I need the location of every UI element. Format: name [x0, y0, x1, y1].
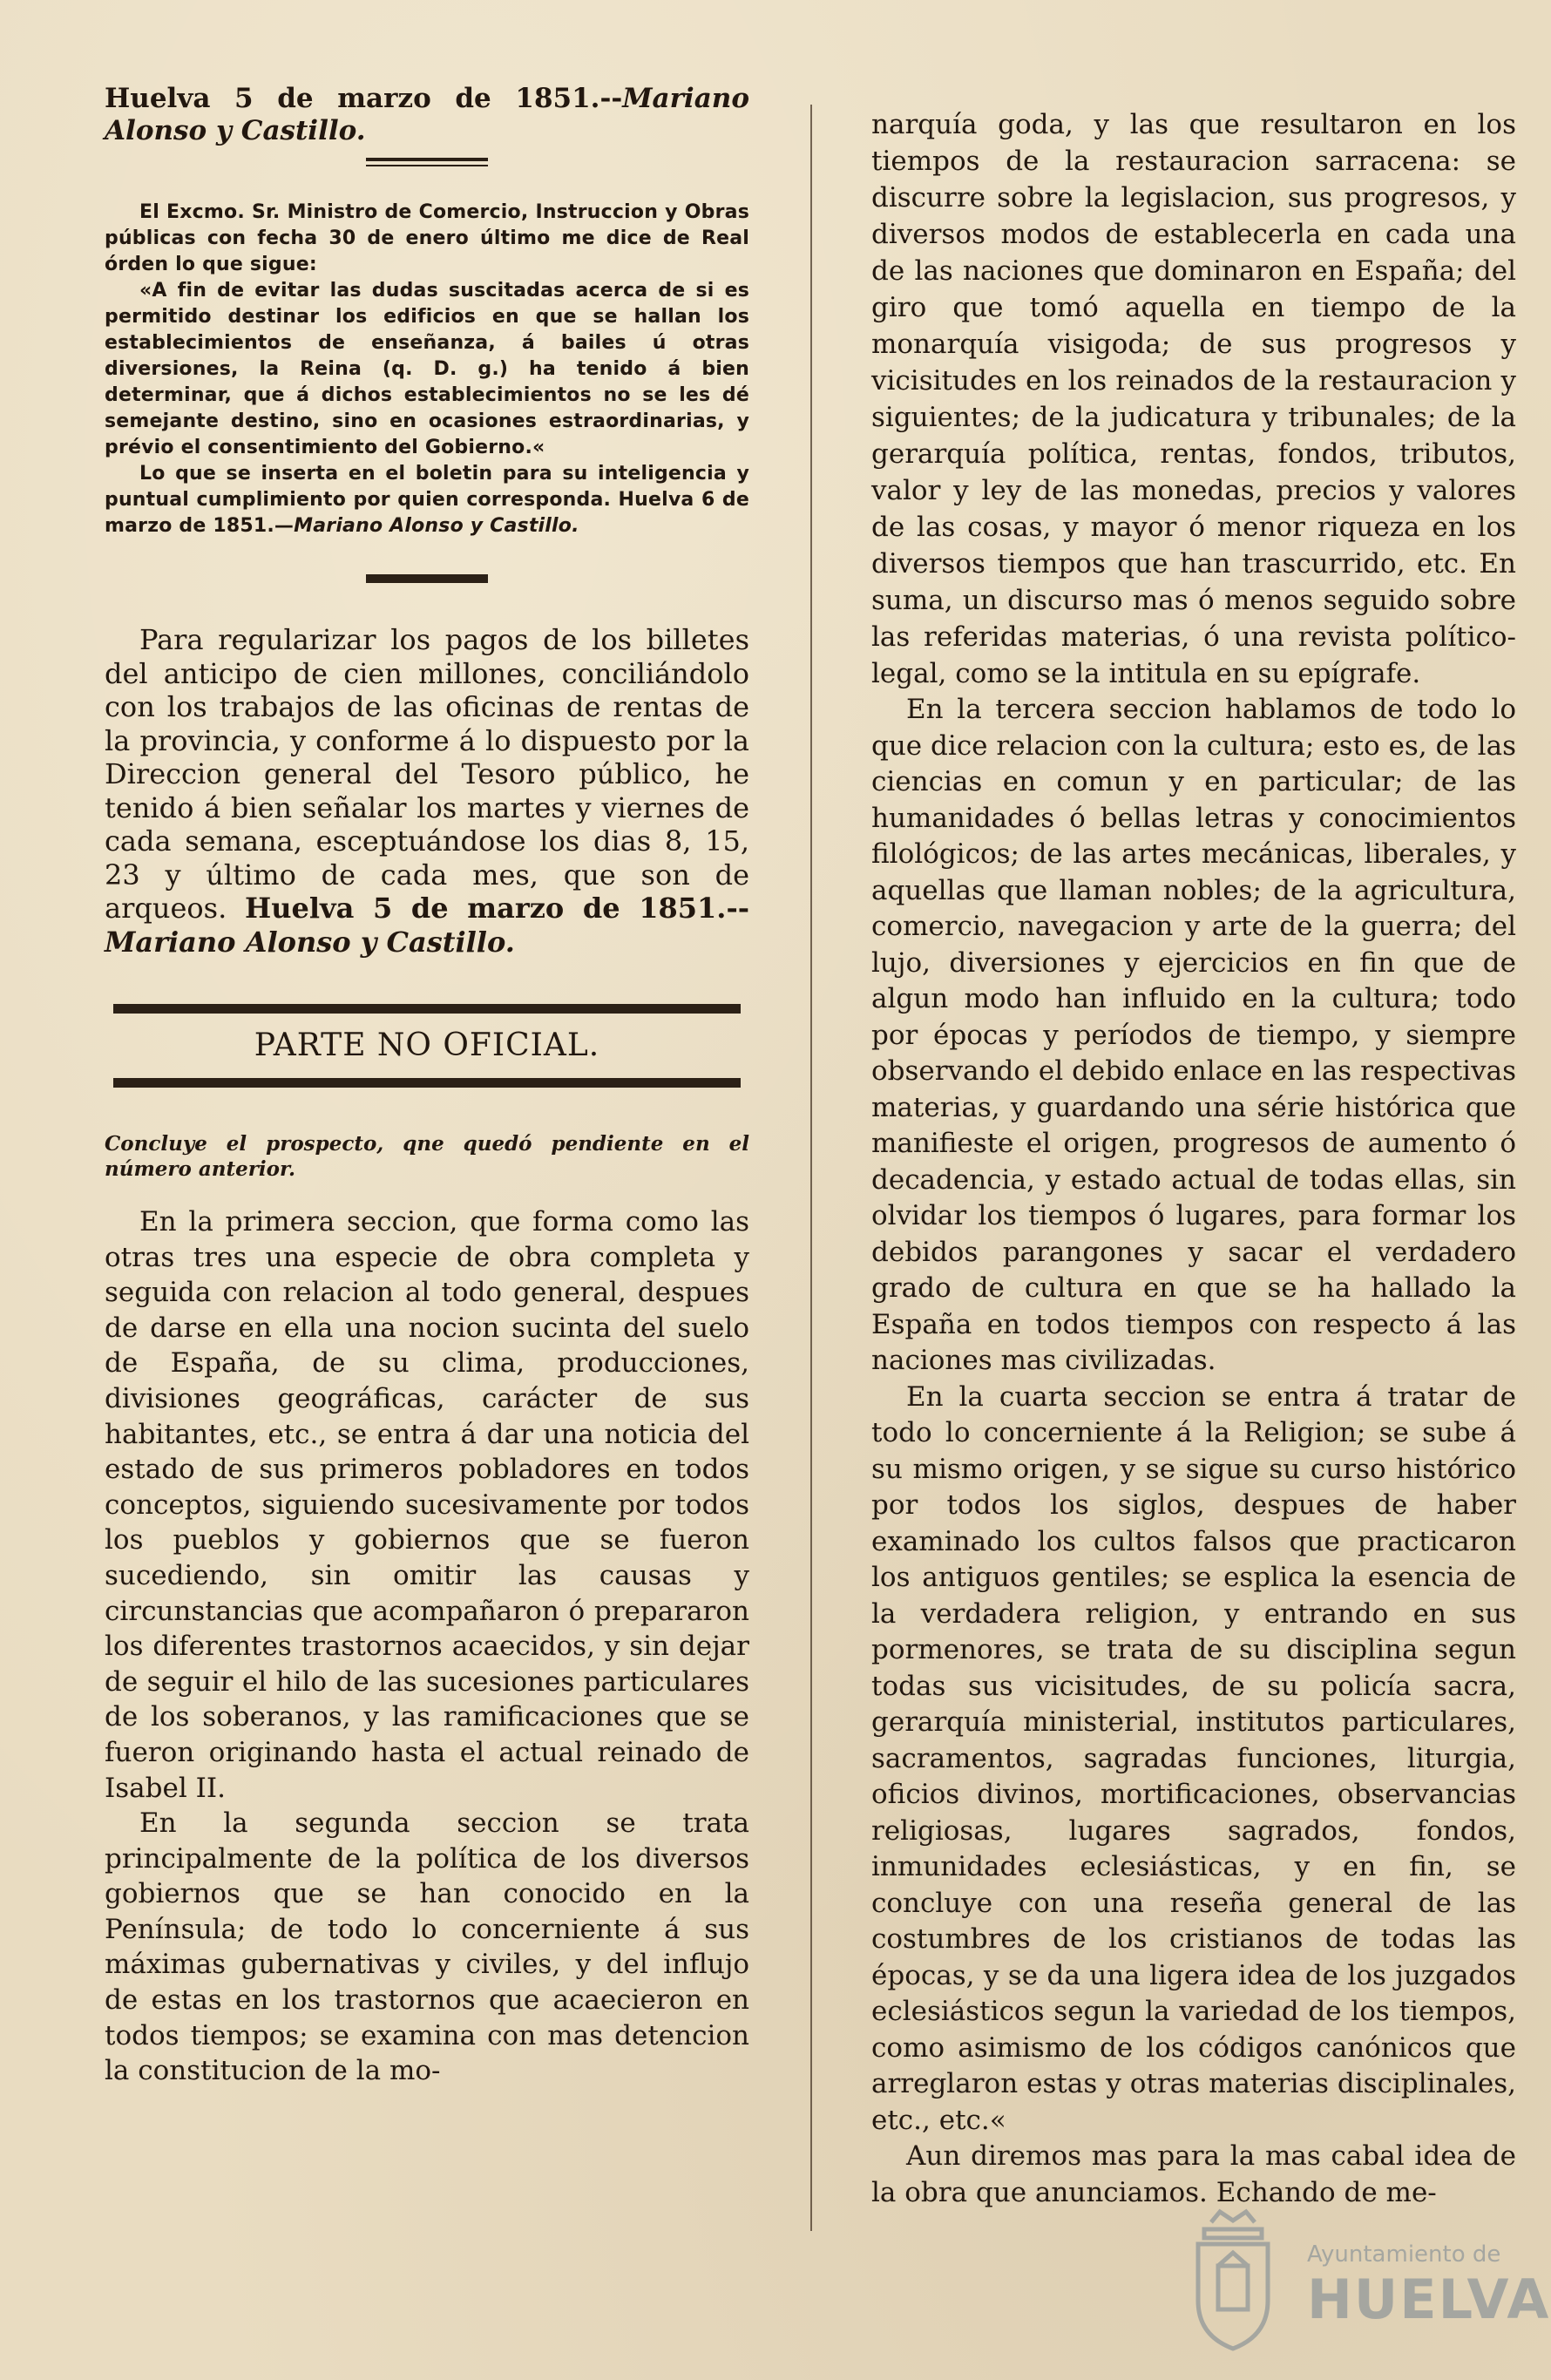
notice-signature-name: Mariano Alonso y Castillo.: [294, 515, 579, 537]
segunda-seccion-paragraph: En la segunda seccion se trata principalmente de la política de los diversos gobiernos que se han conocido en la Península; de todo lo concerniente á sus máximas gubernativas y civiles, y del influjo de estas en los trastornos que acaecieron en todos tiempos; se examina con mas detencion la constitucion de la mo-: [105, 1807, 749, 2087]
prospecto-note: Concluye el prospecto, qne quedó pendiente en el número anterior.: [105, 1132, 749, 1181]
billetes-signature-date: Huelva 5 de marzo de 1851.--: [244, 892, 750, 925]
separator-rule: [366, 574, 488, 583]
separator-rule: [113, 1078, 741, 1088]
section-heading: PARTE NO OFICIAL.: [254, 1027, 600, 1063]
signature-line: [105, 83, 749, 147]
notice-quote: «A fin de evitar las dudas suscitadas acerca de si es permitido destinar los edificios en que se hallan los establecimientos de enseñanza, á bailes ú otras diversiones, la Reina (q. D. g.) ha tenido á bien determinar, que á dichos establecimientos no se les dé semejante destino, sino en ocasiones estraordinarias, y prévio el consentimiento del Gobierno.«: [105, 280, 749, 458]
tercera-seccion-paragraph: En la tercera seccion hablamos de todo lo que dice relacion con la cultura; esto es, de las ciencias en comun y en particular; de las humanidades ó bellas letras y conocimientos filológicos; de las artes mecánicas, liberales, y aquellas que llaman nobles; de la agricultura, comercio, navegacion y arte de la guerra; del lujo, diversiones y ejercicios en fin que de algun modo han influido en la cultura; todo por épocas y períodos de tiempo, y siempre observando el debido enlace en las respectivas materias, y guardando una série histórica que manifieste el origen, progresos de aumento ó decadencia, y estado actual de todas ellas, sin olvidar los tiempos ó lugares, para formar los debidos parangones y sacar el verdadero grado de cultura en que se ha hallado la España en todos tiempos con respecto á las naciones mas civilizadas.: [871, 694, 1516, 1376]
segunda-seccion-continuation: narquía goda, y las que resultaron en los tiempos de la restauracion sarracena: se discurre sobre la legislacion, sus progresos, y diversos modos de establecerla en cada una de las naciones que dominaron en España; del giro que tomó aquella en tiempo de la monarquía visigoda; de sus progresos y vicisitudes en los reinados de la restauracion y siguientes; de la judicatura y tribunales; de la gerarquía política, rentas, fondos, tributos, valor y ley de las monedas, precios y valores de las cosas, y mayor ó menor riqueza en los diversos tiempos que han trascurrido, etc. En suma, un discurso mas ó menos seguido sobre las referidas materias, ó una revista político-legal, como se la intitula en su epígrafe.: [871, 109, 1516, 689]
separator-rule: [113, 1004, 741, 1014]
ayuntamiento-watermark: [1185, 2196, 1551, 2370]
cuarta-seccion-paragraph: En la cuarta seccion se entra á tratar de todo lo concerniente á la Religion; se sube á su mismo origen, y se sigue su curso histórico por todos los siglos, despues de haber examinado los cultos falsos que practicaron los antiguos gentiles; se esplica la esencia de la verdadera religion, y entrando en sus pormenores, se trata de su disciplina segun todas sus vicisitudes, de su policía sacra, gerarquía ministerial, institutos particulares, sacramentos, sagradas funciones, liturgia, oficios divinos, mortificaciones, observancias religiosas, lugares sagrados, fondos, inmunidades eclesiásticas, y en fin, se concluye con una reseña general de las costumbres de los cristianos de todas las épocas, y se da una ligera idea de los juzgados eclesiásticos segun la variedad de los tiempos, como asimismo de los códigos canónicos que arreglaron estas y otras materias disciplinales, etc., etc.«: [871, 1380, 1516, 2136]
column-divider: [810, 105, 812, 2231]
watermark-line1: Ayuntamiento de: [1307, 2241, 1501, 2268]
right-column: [871, 106, 1516, 2211]
billetes-text: Para regularizar los pagos de los billetes del anticipo de cien millones, conciliándolo con los trabajos de las oficinas de rentas de la provincia, y conforme á lo dispuesto por la Direccion general del Tesoro público, he tenido á bien señalar los martes y viernes de cada semana, esceptuándose los dias 8, 15, 23 y último de cada mes, que son de arqueos.: [105, 623, 749, 925]
primera-seccion-paragraph: En la primera seccion, que forma como las otras tres una especie de obra completa y seguida con relacion al todo general, despues de darse en ella una nocion sucinta del suelo de España, de su clima, producciones, divisiones geográficas, carácter de sus habitantes, etc., se entra á dar una noticia del estado de sus primeros pobladores en todos conceptos, siguiendo sucesivamente por todos los pueblos y gobiernos que se fueron sucediendo, sin omitir las causas y circunstancias que acompañaron ó prepararon los diferentes trastornos acaecidos, y sin dejar de seguir el hilo de las sucesiones particulares de los soberanos, y las ramificaciones que se fueron originando hasta el actual reinado de Isabel II.: [105, 1206, 749, 1804]
billetes-signature-name: Mariano Alonso y Castillo.: [105, 925, 515, 959]
billetes-paragraph: [105, 623, 749, 959]
watermark-line2: HUELVA: [1307, 2268, 1551, 2331]
final-paragraph: Aun diremos mas para la mas cabal idea de la obra que anunciamos. Echando de me-: [871, 2140, 1516, 2208]
signature-date: Huelva 5 de marzo de 1851.--: [105, 83, 623, 114]
signature-name: Mariano Alonso y Castillo.: [105, 83, 749, 146]
notice-closing: [105, 461, 749, 539]
coat-of-arms-icon: [1185, 2205, 1281, 2353]
notice-paragraph: El Excmo. Sr. Ministro de Comercio, Instruccion y Obras públicas con fecha 30 de enero último me dice de Real órden lo que sigue:: [105, 201, 749, 275]
left-column: [105, 83, 749, 2089]
notice-closing-text: Lo que se inserta en el boletin para su inteligencia y puntual cumplimiento por quien corresponda. Huelva 6 de marzo de 1851.—: [105, 463, 749, 537]
separator-rule: [366, 158, 488, 166]
